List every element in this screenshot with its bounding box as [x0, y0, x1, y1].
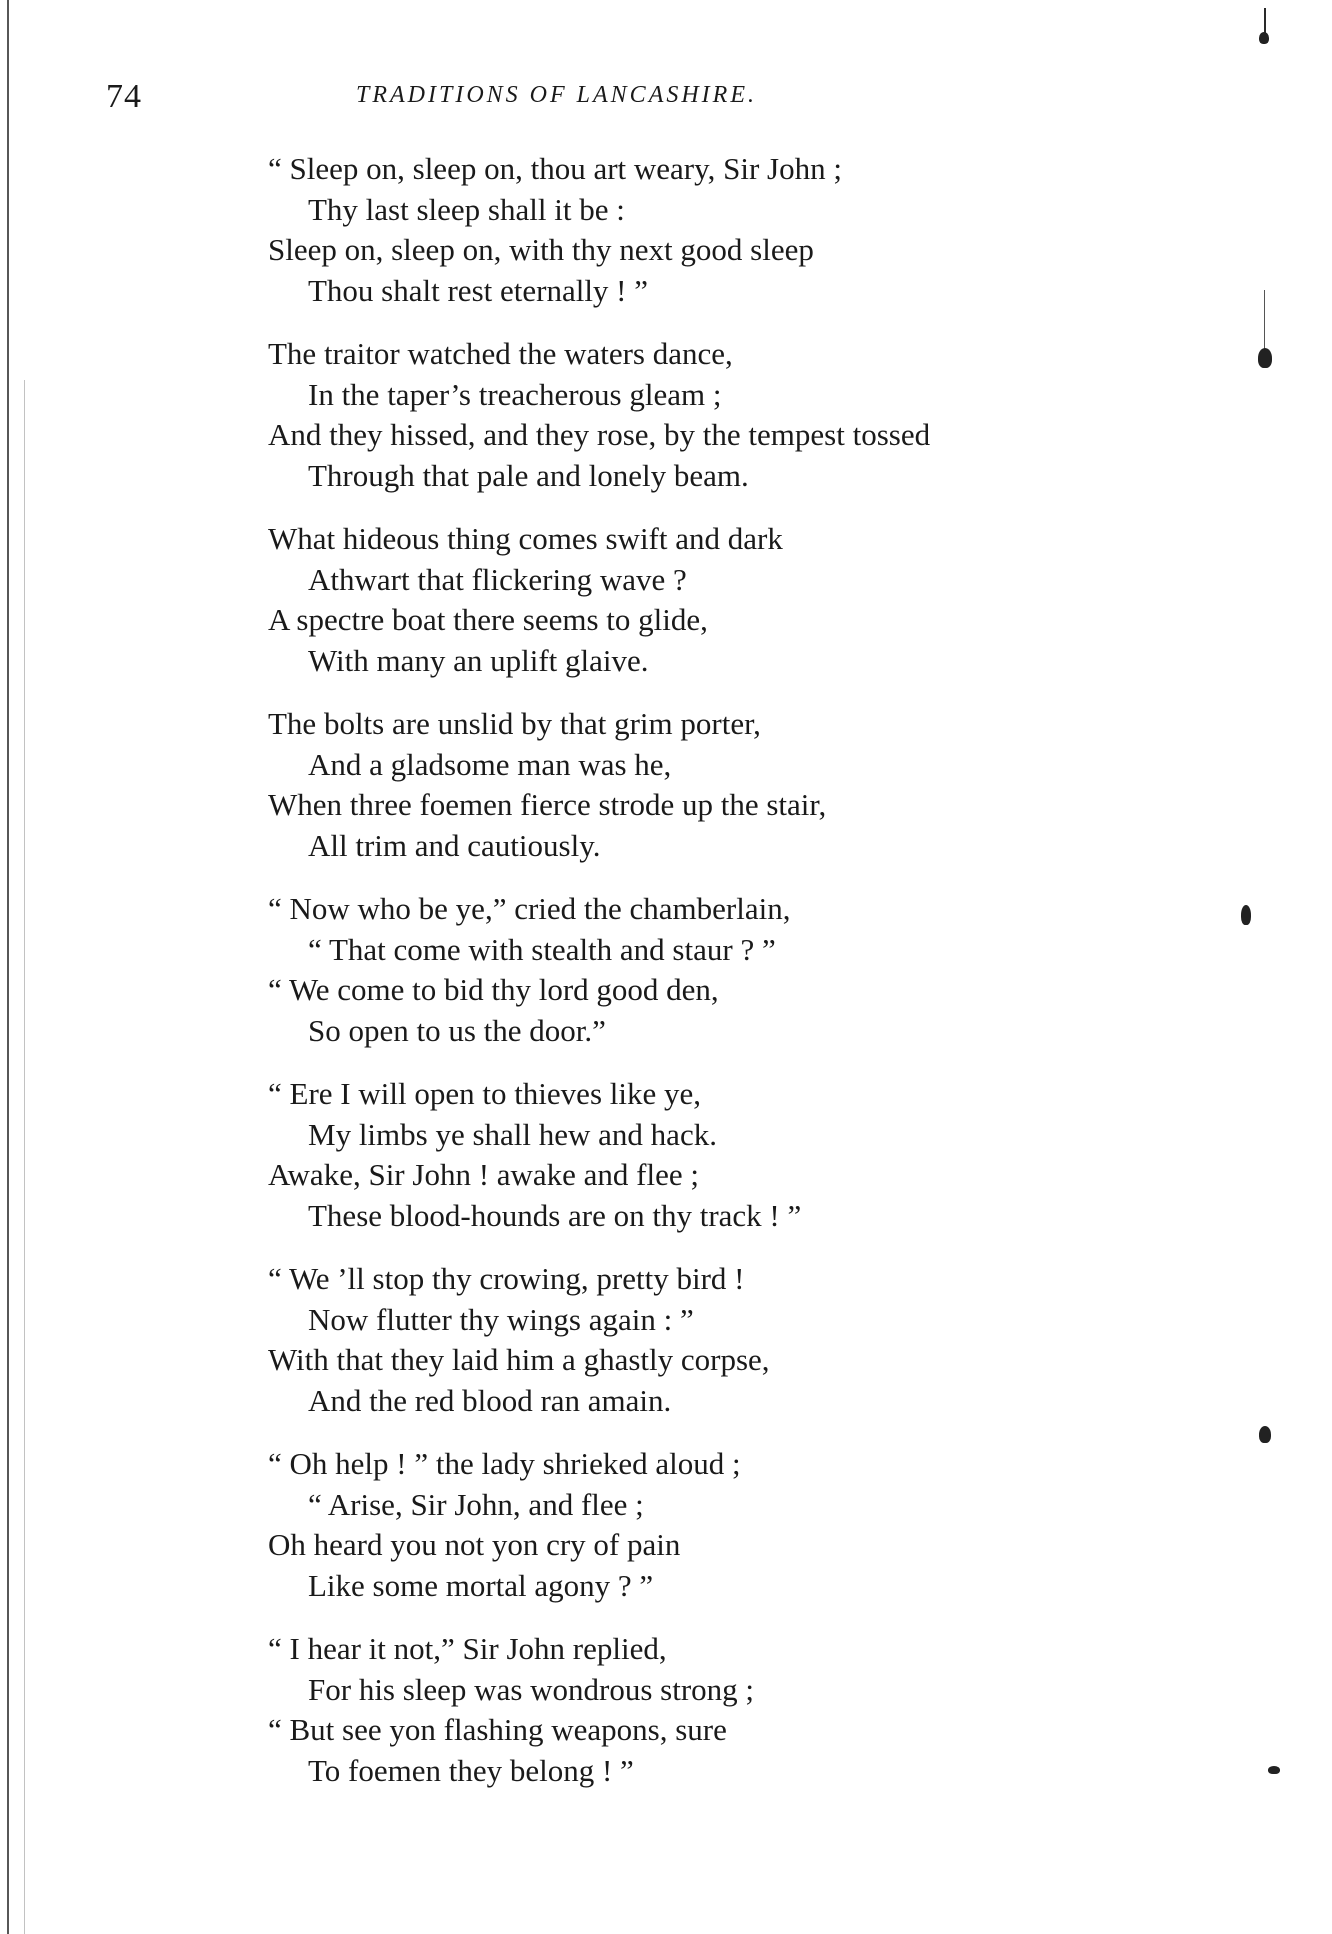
poem-line: “ Sleep on, sleep on, thou art weary, Sir John ; — [268, 151, 842, 186]
poem-line: Thy last sleep shall it be : — [308, 191, 625, 227]
poem-line: With that they laid him a ghastly corpse, — [268, 1342, 770, 1377]
poem-line: In the taper’s treacherous gleam ; — [308, 376, 722, 412]
poem-line: Sleep on, sleep on, with thy next good sleep — [268, 232, 814, 267]
stanza — [268, 149, 1268, 311]
poem-line: Like some mortal agony ? ” — [308, 1567, 654, 1603]
poem-line: My limbs ye shall hew and hack. — [308, 1116, 717, 1152]
poem-line: The bolts are unslid by that grim porter, — [268, 706, 761, 741]
page-number: 74 — [106, 78, 142, 115]
stanza — [268, 1444, 1268, 1606]
poem-line: So open to us the door.” — [308, 1012, 606, 1048]
poem-line: Now flutter thy wings again : ” — [308, 1301, 694, 1337]
poem-line: “ We ’ll stop thy crowing, pretty bird ! — [268, 1261, 745, 1296]
page-shadow-line — [24, 380, 25, 1934]
poem-line: A spectre boat there seems to glide, — [268, 602, 708, 637]
poem-line: When three foemen fierce strode up the stair, — [268, 787, 827, 822]
page-binding-edge — [7, 0, 9, 1934]
stanza — [268, 519, 1268, 681]
poem-line: “ Oh help ! ” the lady shrieked aloud ; — [268, 1446, 741, 1481]
running-head: TRADITIONS OF LANCASHIRE. — [356, 82, 757, 108]
poem-line: Athwart that flickering wave ? — [308, 561, 687, 597]
poem-line: And the red blood ran amain. — [308, 1382, 672, 1418]
stanza — [268, 889, 1268, 1051]
poem-line: What hideous thing comes swift and dark — [268, 521, 783, 556]
poem-line: “ Now who be ye,” cried the chamberlain, — [268, 891, 791, 926]
poem-line: “ That come with stealth and staur ? ” — [308, 931, 776, 967]
poem-line: And a gladsome man was he, — [308, 746, 672, 782]
poem-line: “ Ere I will open to thieves like ye, — [268, 1076, 702, 1111]
poem-line: With many an uplift glaive. — [308, 642, 649, 678]
poem-line: These blood-hounds are on thy track ! ” — [308, 1197, 802, 1233]
poem-line: Thou shalt rest eternally ! ” — [308, 272, 649, 308]
poem-line: And they hissed, and they rose, by the tempest tossed — [268, 417, 931, 452]
stanza — [268, 1259, 1268, 1421]
poem-line: “ I hear it not,” Sir John replied, — [268, 1631, 667, 1666]
poem-line: “ Arise, Sir John, and flee ; — [308, 1486, 644, 1522]
poem-line: To foemen they belong ! ” — [308, 1752, 634, 1788]
poem-line: Awake, Sir John ! awake and flee ; — [268, 1157, 700, 1192]
stanza — [268, 1629, 1268, 1791]
poem-line: Oh heard you not yon cry of pain — [268, 1527, 681, 1562]
scan-artifact-mark — [1268, 1766, 1280, 1774]
poem-body — [268, 149, 1268, 1814]
poem-line: “ But see yon flashing weapons, sure — [268, 1712, 727, 1747]
poem-line: “ We come to bid thy lord good den, — [268, 972, 719, 1007]
stanza — [268, 1074, 1268, 1236]
poem-line: The traitor watched the waters dance, — [268, 336, 733, 371]
poem-line: For his sleep was wondrous strong ; — [308, 1671, 755, 1707]
stanza — [268, 704, 1268, 866]
stanza — [268, 334, 1268, 496]
scan-artifact-mark — [1259, 32, 1269, 44]
poem-line: All trim and cautiously. — [308, 827, 601, 863]
poem-line: Through that pale and lonely beam. — [308, 457, 749, 493]
